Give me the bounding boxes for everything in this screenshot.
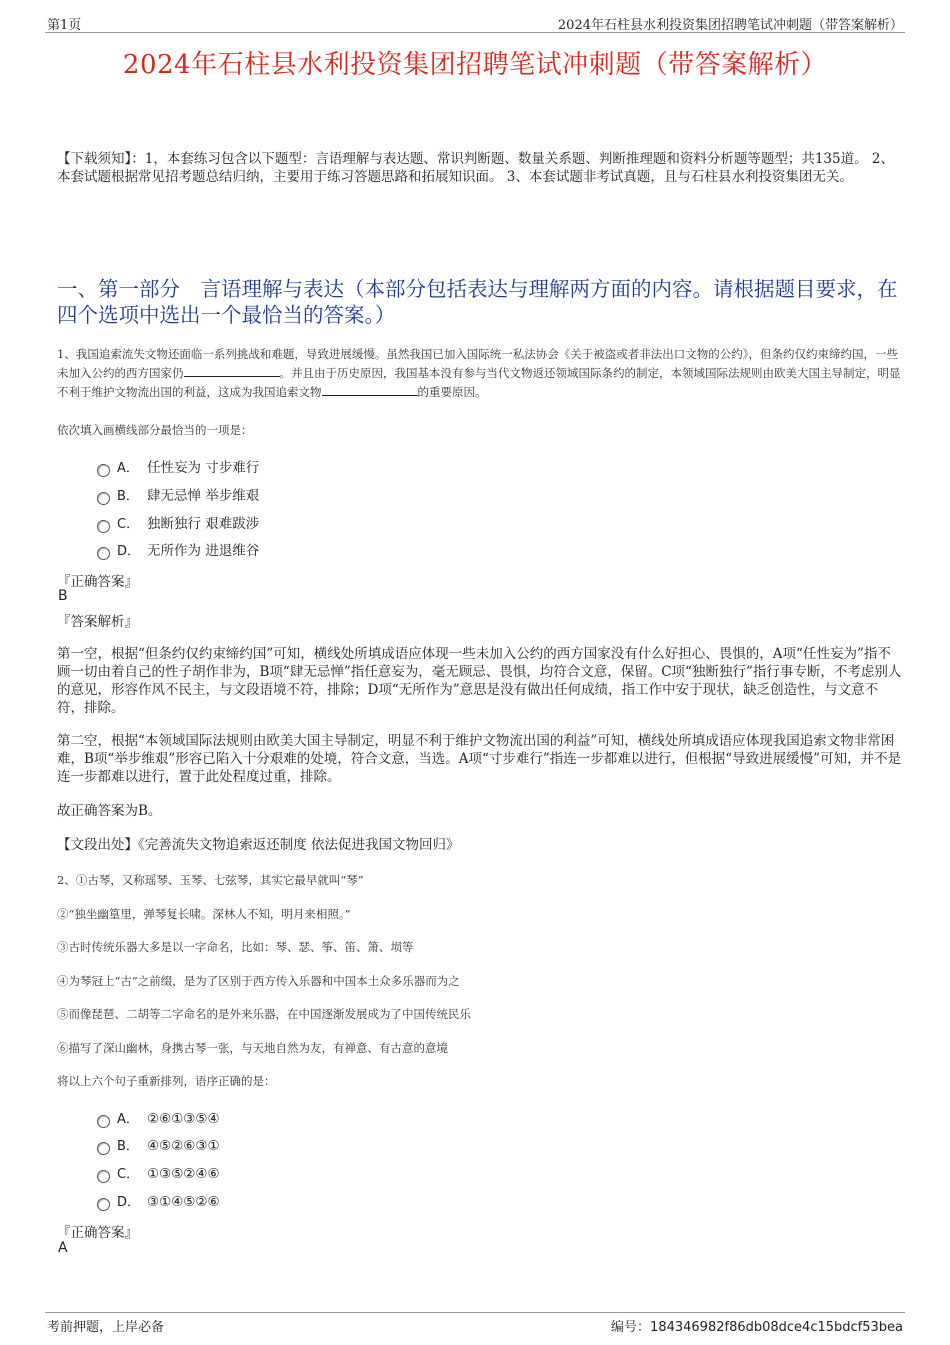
q1-analysis-1: 第一空，根据“但条约仅约束缔约国”可知，横线处所填成语应体现一些未加入公约的西方国家没有什么好担心、畏惧的，A项“任性妄为”指不顾一切由着自己的性子胡作非为，B项“肆无忌惮”指任意妄为，毫无顾忌、畏惧，均符合文意，保留。C项“独断独行”指行事专断，不考虑别人的意见，形容作风不民主，与文段语境不符，排除；D项“无所作为”意思是没有做出任何成绩，指工作中安于现状，缺乏创造性，与文意不符，排除。 bbox=[57, 646, 902, 716]
radio-icon[interactable] bbox=[97, 492, 110, 505]
page-header bbox=[45, 14, 905, 33]
q1-option-c[interactable]: C． 独断独行 艰难跋涉 bbox=[97, 512, 259, 532]
q1-answer-label: 『正确答案』 bbox=[57, 574, 138, 590]
radio-icon[interactable] bbox=[97, 1198, 110, 1211]
radio-icon[interactable] bbox=[97, 1115, 110, 1128]
question-1-text: 1、我国追索流失文物还面临一系列挑战和难题，导致进展缓慢。虽然我国已加入国际统一私法协会《关于被盗或者非法出口文物的公约》，但条约仅约束缔约国，一些未加入公约的西方国家仍 。并且由于历史原因，我国基本没有参与当代文物返还领域国际条约的制定，本领域国际法规则由欧美大国主导制定，明显不利于维护文物流出国的利益，这成为我国追索文物 的重要原因。 bbox=[57, 347, 901, 399]
section-title: 一、第一部分 言语理解与表达（本部分包括表达与理解两方面的内容。请根据题目要求，在四个选项中选出一个最恰当的答案。） bbox=[57, 277, 898, 327]
radio-icon[interactable] bbox=[97, 1170, 110, 1183]
q2-sentence-3: ③古时传统乐器大多是以一字命名，比如：琴、瑟、筝、笛、箫、埙等 bbox=[57, 940, 414, 954]
q2-option-b[interactable]: B． ④⑤②⑥③① bbox=[97, 1135, 220, 1155]
radio-icon[interactable] bbox=[97, 1142, 110, 1155]
download-notice: 【下载须知】：1，本套练习包含以下题型：言语理解与表达题、常识判断题、数量关系题、判断推理题和资料分析题等题型；共135道。 2、本套试题根据常见招考题总结归纳，主要用于练习答题思路和拓展知识面。 3、本套试题非考试真题，且与石柱县水利投资集团无关。 bbox=[57, 151, 894, 185]
q1-option-a[interactable]: A． 任性妄为 寸步难行 bbox=[97, 456, 259, 476]
q2-sentence-6: ⑥描写了深山幽林，身携古琴一张，与天地自然为友，有禅意、有古意的意境 bbox=[57, 1041, 448, 1055]
radio-icon[interactable] bbox=[97, 520, 110, 533]
q1-analysis-label: 『答案解析』 bbox=[57, 614, 138, 630]
q2-sentence-4: ④为琴冠上“古”之前缀，是为了区别于西方传入乐器和中国本土众多乐器而为之 bbox=[57, 974, 460, 988]
q2-option-a[interactable]: A． ②⑥①③⑤④ bbox=[97, 1108, 220, 1128]
q2-option-d[interactable]: D． ③①④⑤②⑥ bbox=[97, 1191, 220, 1211]
question-1-prompt: 依次填入画横线部分最恰当的一项是： bbox=[57, 423, 253, 437]
document-title: 2024年石柱县水利投资集团招聘笔试冲刺题（带答案解析） bbox=[122, 50, 828, 80]
q2-answer: A bbox=[58, 1240, 68, 1256]
footer-slogan: 考前押题，上岸必备 bbox=[47, 1320, 165, 1335]
q2-sentence-2: ②“独坐幽篁里，弹琴复长啸。深林人不知，明月来相照。” bbox=[57, 907, 351, 921]
fill-blank-1 bbox=[184, 364, 280, 377]
q1-option-b[interactable]: B． 肆无忌惮 举步维艰 bbox=[97, 484, 259, 504]
fill-blank-2 bbox=[322, 383, 418, 396]
q1-option-d[interactable]: D． 无所作为 进退维谷 bbox=[97, 539, 259, 559]
page-number: 第1页 bbox=[47, 18, 82, 33]
q2-option-c[interactable]: C． ①③⑤②④⑥ bbox=[97, 1163, 220, 1183]
q2-answer-label: 『正确答案』 bbox=[57, 1225, 138, 1241]
question-2-prompt: 将以上六个句子重新排列，语序正确的是： bbox=[57, 1074, 276, 1088]
q1-analysis-2: 第二空，根据“本领域国际法规则由欧美大国主导制定，明显不利于维护文物流出国的利益”可知，横线处所填成语应体现我国追索文物非常困难，B项“举步维艰”形容已陷入十分艰难的处境，符合文意，当选。A项“寸步难行”指连一步都难以进行，但根据“导致进展缓慢”可知，并不是连一步都难以进行，置于此处程度过重，排除。 bbox=[57, 733, 902, 785]
radio-icon[interactable] bbox=[97, 547, 110, 560]
radio-icon[interactable] bbox=[97, 464, 110, 477]
q1-conclusion: 故正确答案为B。 bbox=[57, 803, 162, 819]
q1-source: 【文段出处】《完善流失文物追索返还制度 依法促进我国文物回归》 bbox=[57, 837, 460, 853]
header-title: 2024年石柱县水利投资集团招聘笔试冲刺题（带答案解析） bbox=[557, 18, 903, 33]
page-footer bbox=[45, 1312, 905, 1333]
q1-answer: B bbox=[58, 588, 68, 604]
q2-sentence-1: 2、①古琴，又称瑶琴、玉琴、七弦琴，其实它最早就叫“琴” bbox=[57, 873, 364, 887]
footer-code: 编号：184346982f86db08dce4c15bdcf53bea bbox=[611, 1320, 903, 1335]
q2-sentence-5: ⑤而像琵琶、二胡等二字命名的是外来乐器，在中国逐渐发展成为了中国传统民乐 bbox=[57, 1007, 471, 1021]
